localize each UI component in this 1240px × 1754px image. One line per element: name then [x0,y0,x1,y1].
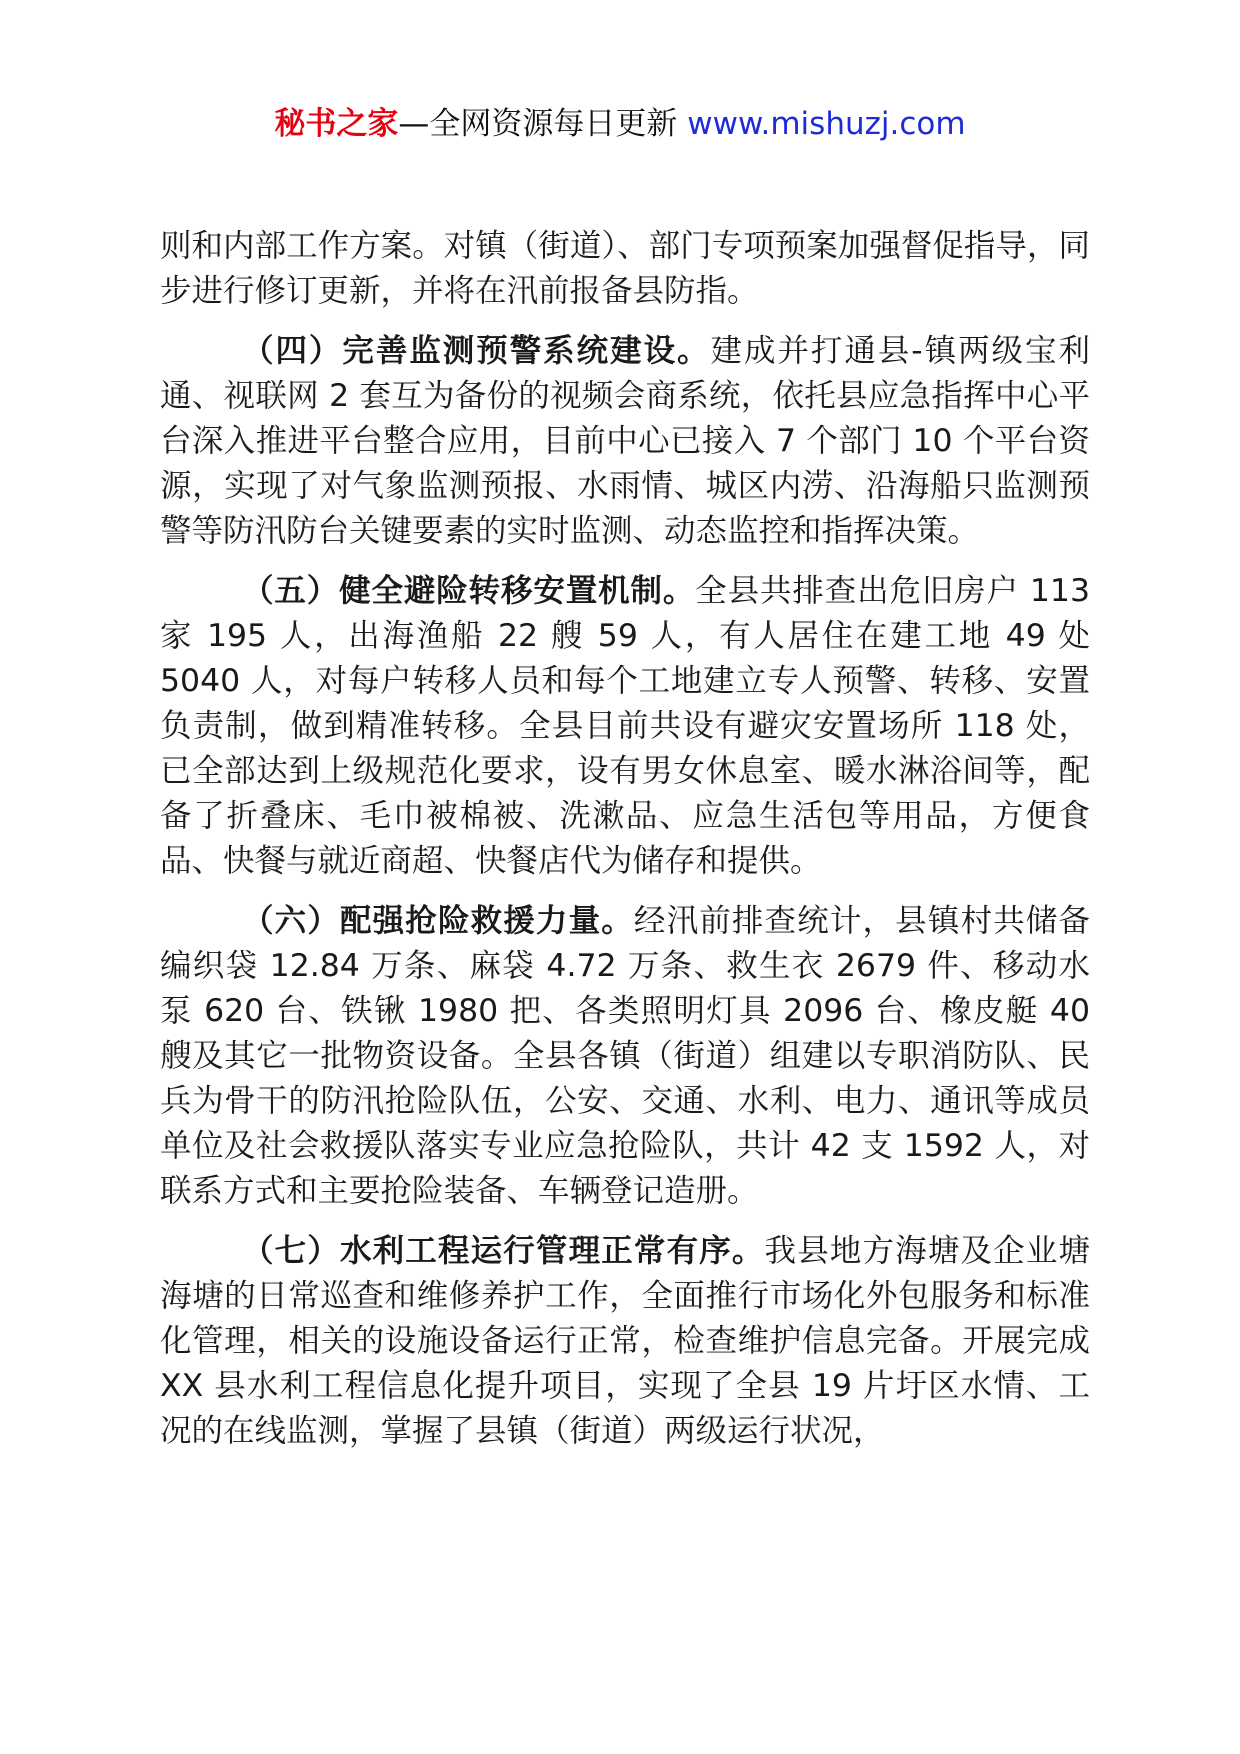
paragraph-text: 我县地方海塘及企业塘海塘的日常巡查和维修养护工作，全面推行市场化外包服务和标准化管理，相关的设施设备运行正常，检查维护信息完备。开展完成 XX 县水利工程信息化提升项目，实现了全县 19 片圩区水情、工况的在线监测，掌握了县镇（街道）两级运行状况， [160,1233,1090,1449]
brand-name: 秘书之家 [274,106,399,142]
paragraph-section-5 [160,569,1090,884]
document-body [160,224,1090,1469]
paragraph-text: 全县共排查出危旧房户 113 家 195 人，出海渔船 22 艘 59 人，有人居住在建工地 49 处 5040 人，对每户转移人员和每个工地建立专人预警、转移、安置负责制，做到精准转移。全县目前共设有避灾安置场所 118 处，已全部达到上级规范化要求，设有男女休息室、暖水淋浴间等，配备了折叠床、毛巾被棉被、洗漱品、应急生活包等用品，方便食品、快餐与就近商超、快餐店代为储存和提供。 [160,573,1090,879]
section-heading: （五）健全避险转移安置机制。 [242,573,696,609]
paragraph-text: 建成并打通县-镇两级宝利通、视联网 2 套互为备份的视频会商系统，依托县应急指挥中心平台深入推进平台整合应用，目前中心已接入 7 个部门 10 个平台资源，实现了对气象监测预报、水雨情、城区内涝、沿海船只监测预警等防汛防台关键要素的实时监测、动态监控和指挥决策。 [160,333,1090,549]
paragraph-section-4 [160,329,1090,554]
website-link[interactable]: www.mishuzj.com [687,106,966,142]
section-heading: （四）完善监测预警系统建设。 [242,333,711,369]
paragraph-text: 经汛前排查统计，县镇村共储备编织袋 12.84 万条、麻袋 4.72 万条、救生衣 2679 件、移动水泵 620 台、铁锹 1980 把、各类照明灯具 2096 台、橡皮艇 40 艘及其它一批物资设备。全县各镇（街道）组建以专职消防队、民兵为骨干的防汛抢险队伍，公安、交通、水利、电力、通讯等成员单位及社会救援队落实专业应急抢险队，共计 42 支 1592 人，对联系方式和主要抢险装备、车辆登记造册。 [160,903,1090,1209]
section-heading: （六）配强抢险救援力量。 [242,903,634,939]
paragraph-text: 则和内部工作方案。对镇（街道）、部门专项预案加强督促指导，同步进行修订更新，并将在汛前报备县防指。 [160,228,1090,309]
paragraph-continuation [160,224,1090,314]
paragraph-section-6 [160,899,1090,1214]
paragraph-section-7 [160,1229,1090,1454]
section-heading: （七）水利工程运行管理正常有序。 [242,1233,765,1269]
page-header [0,102,1240,146]
header-tagline: —全网资源每日更新 [398,106,678,142]
